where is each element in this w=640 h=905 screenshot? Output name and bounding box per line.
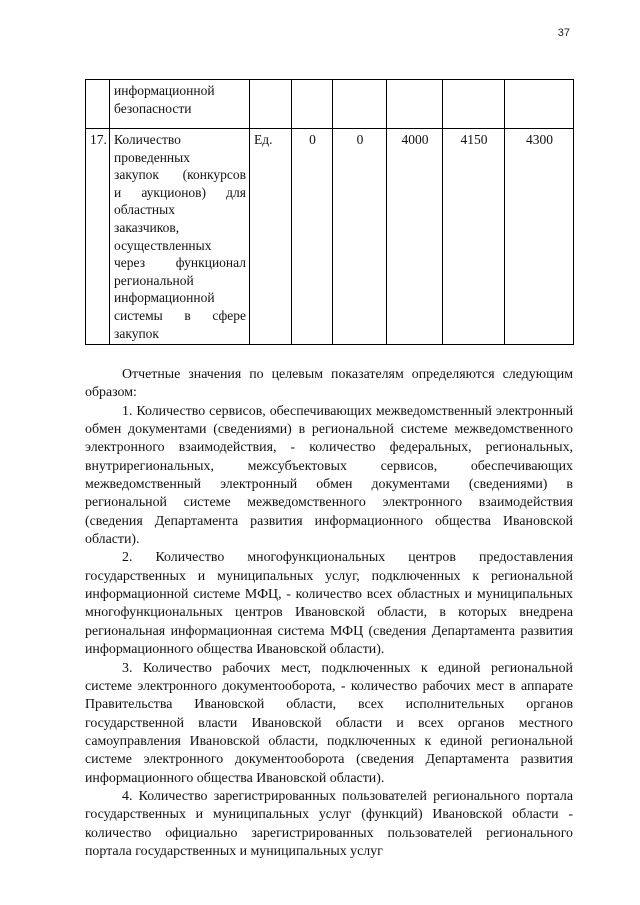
paragraph: 2. Количество многофункциональных центров предоставления государственных и муниципальных услуг, подключенных к региональной информационной системе МФЦ, - количество всех областных и муниципальных многофункциональных центров Ивановской области, в которых внедрена региональная информационная система МФЦ (сведения Департамента развития информационного общества Ивановской области). [85,550,573,658]
indicator-name-line: проведенных [114,149,190,165]
indicator-name-line: областных [114,202,175,218]
value-cell [333,80,387,129]
indicator-name-line: системы в сфере [114,307,246,323]
value-cell: 4000 [387,129,443,345]
indicator-name-line: безопасности [114,100,192,116]
paragraph: 3. Количество рабочих мест, подключенных к единой региональной системе электронного документооборота, - количество рабочих мест в аппарате Правительства Ивановской области, всех исполнительных органов государственной власти Ивановской области и всех органов местного самоуправления Ивановской области, подключенных к единой региональной системе электронного документооборота (сведения Департамента развития информационного общества Ивановской области). [85,660,573,786]
table-row [86,80,574,129]
indicator-name-line: региональной [114,272,194,288]
indicator-name-line: информационной [114,290,215,306]
paragraph: 1. Количество сервисов, обеспечивающих межведомственный электронный обмен документами (сведениями) в региональной системе межведомственного электронного взаимодействия, - количество федеральных, региональных, внутрирегиональных, межсубъектовых сервисов, обеспечивающих межведомственный электронный обмен документами (сведениями) в региональной системе межведомственного электронного взаимодействия (сведения Департамента развития информационного общества Ивановской области). [85,403,573,548]
row-number: 17. [86,129,110,345]
value-cell: 4300 [505,129,574,345]
document-body [85,366,573,861]
value-cell [387,80,443,129]
unit-cell [250,80,292,129]
page-number: 37 [557,27,570,39]
paragraph: 4. Количество зарегистрированных пользователей регионального портала государственных и муниципальных услуг (функций) Ивановской области - количество официально зарегистрированных пользователей регионального портала государственных и муниципальных услуг [85,788,573,859]
indicator-name-line: закупок [114,325,159,341]
indicator-name-line: закупок (конкурсов [114,167,246,183]
indicator-name-line: Количество [114,132,181,147]
value-cell: 0 [292,129,333,345]
indicator-name-line: заказчиков, [114,219,180,235]
indicator-name-line: и аукционов) для [114,184,246,200]
unit-cell: Ед. [250,129,292,345]
value-cell [292,80,333,129]
value-cell [443,80,505,129]
value-cell: 0 [333,129,387,345]
value-cell [505,80,574,129]
indicator-name-line: через функционал [114,255,246,271]
indicator-name-line: осуществленных [114,237,212,253]
paragraph: Отчетные значения по целевым показателям определяются следующим образом: [85,367,573,401]
indicators-table [85,79,574,345]
table-row [86,129,574,345]
indicator-name-line: информационной [114,83,215,98]
indicator-name [110,80,250,129]
row-number [86,80,110,129]
indicator-name [110,129,250,345]
value-cell: 4150 [443,129,505,345]
